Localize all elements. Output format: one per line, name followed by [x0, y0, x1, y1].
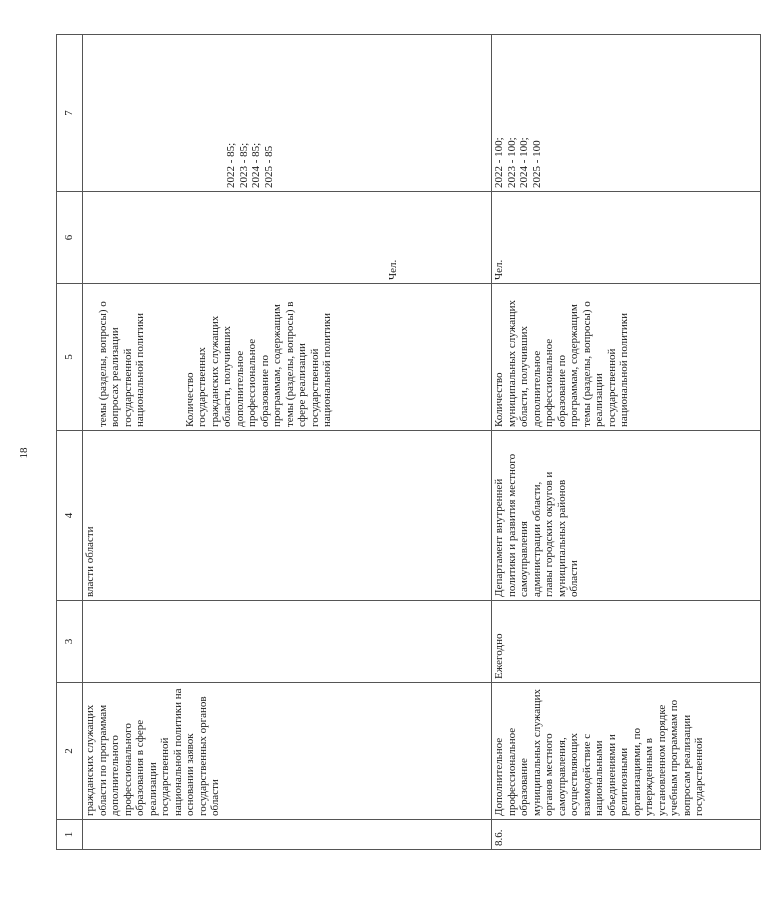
period-cell: Ежегодно: [492, 601, 761, 683]
header-cell-1: 1: [57, 820, 83, 850]
indicator-cell: Количество муниципальных служащих области, получивших дополнительное профессиональное образование по программам, содержащим темы (разделы, вопросы) о реализации государственной национальной политики: [492, 284, 761, 431]
header-cell-6: 6: [57, 192, 83, 284]
indicator-top-text: темы (разделы, вопросы) о вопросах реализации государственной национальной политики: [96, 301, 146, 427]
header-cell-5: 5: [57, 284, 83, 431]
header-row: [57, 35, 83, 850]
values-cell: 2022 - 85; 2023 - 85; 2024 - 85; 2025 - 85: [83, 35, 492, 192]
unit-cell: [492, 192, 761, 284]
event-cell: Дополнительное профессиональное образование муниципальных служащих органов местного самоуправления, осуществляющих взаимодействие с национальными объединениями и религиозными организациями, по утвержденным в установленном порядке учебным программам по вопросам реализации государственной: [492, 683, 761, 820]
page-number: 18: [18, 447, 30, 459]
indicator-cell: [83, 284, 492, 431]
row-number-cell: 8.6.: [492, 820, 761, 850]
row-number-cell: [83, 820, 492, 850]
event-cell: гражданских служащих области по программам дополнительного профессионального образования в сфере реализации государственной национальной политики на основании заявок государственных органов области: [83, 683, 492, 820]
header-cell-4: 4: [57, 431, 83, 601]
rotated-table-container: [56, 35, 705, 850]
header-cell-2: 2: [57, 683, 83, 820]
unit-cell: [83, 192, 492, 284]
plan-table: [56, 34, 761, 850]
executor-cell: власти области: [83, 431, 492, 601]
unit-text: Чел.: [386, 259, 399, 280]
values-cell: 2022 - 100; 2023 - 100; 2024 - 100; 2025 - 100: [492, 35, 761, 192]
unit-text: Чел.: [493, 259, 505, 280]
header-cell-7: 7: [57, 35, 83, 192]
indicator-bottom-text: Количество государственных гражданских служащих области, получивших дополнительное профессиональное образование по программам, содержащим темы (разделы, вопросы) в сфере реализации государственной национальной политики: [183, 301, 333, 427]
executor-cell: Департамент внутренней политики и развития местного самоуправления администрации области, главы городских округов и муниципальных районов области: [492, 431, 761, 601]
period-cell: [83, 601, 492, 683]
table-row: [492, 35, 761, 850]
table-row: [83, 35, 492, 850]
header-cell-3: 3: [57, 601, 83, 683]
